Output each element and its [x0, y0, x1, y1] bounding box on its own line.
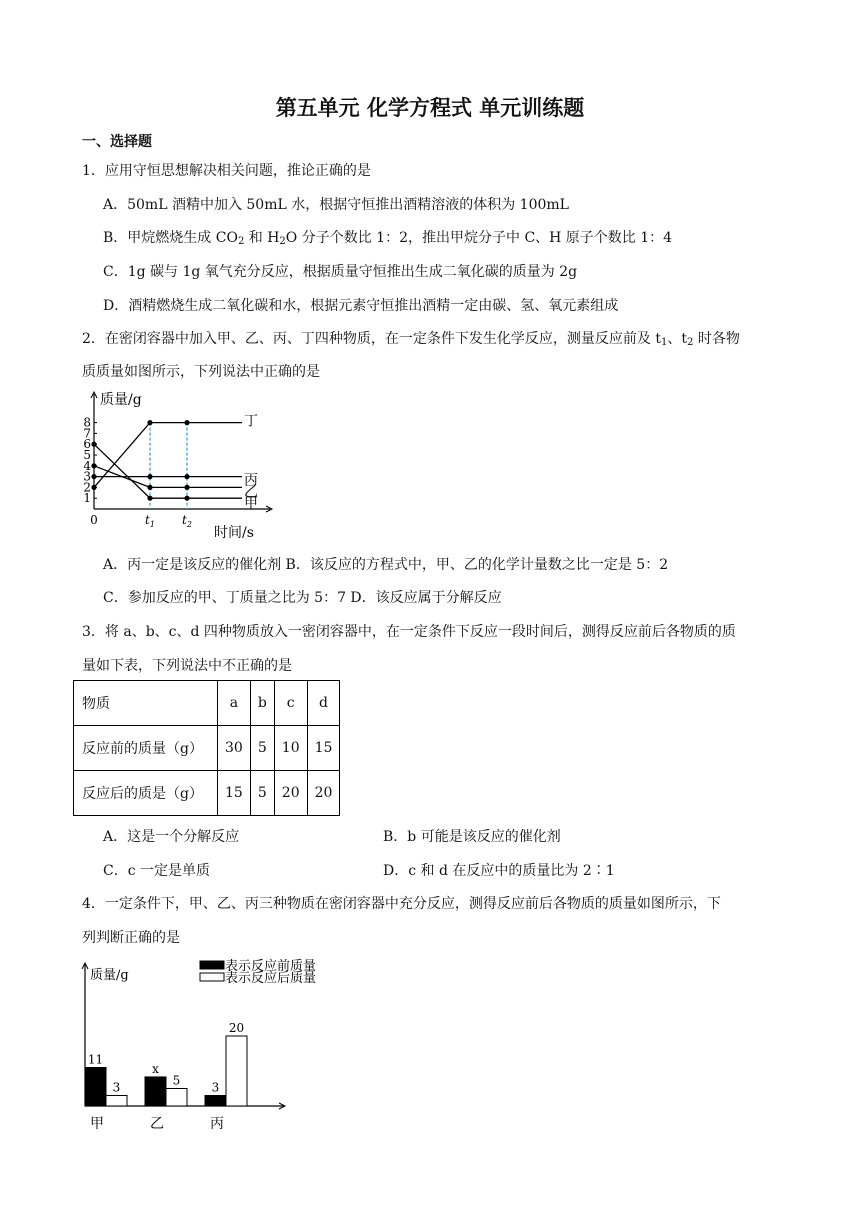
- category-label: 丙: [210, 1116, 224, 1132]
- bar: [106, 1096, 127, 1107]
- data-point: [147, 496, 152, 501]
- table-cell: 5: [250, 726, 274, 771]
- legend-swatch: [200, 961, 224, 969]
- x-tick-label: 0: [90, 513, 98, 527]
- table-cell: d: [307, 681, 340, 726]
- x-tick-label: $t_2$: [182, 513, 192, 529]
- y-tick-label: 2: [83, 480, 91, 495]
- data-point: [91, 463, 96, 468]
- bar: [205, 1096, 226, 1107]
- page-title: 第五单元 化学方程式 单元训练题: [275, 96, 585, 120]
- legend-label: 表示反应后质量: [225, 971, 317, 986]
- q2-stem-line1: 2．在密闭容器中加入甲、乙、丙、丁四种物质，在一定条件下发生化学反应，测量反应前及 $t_1$、$t_2$ 时各物: [82, 331, 740, 348]
- table-row: [74, 726, 340, 771]
- q2-stem-line2: 质质量如图所示，下列说法中正确的是: [82, 364, 320, 380]
- table-cell: 5: [250, 771, 274, 816]
- mass-bar-chart: [78, 952, 338, 1138]
- y-tick-label: 6: [83, 437, 91, 452]
- bar-value-label: 5: [172, 1073, 181, 1088]
- y-tick-label: 8: [83, 415, 91, 430]
- legend-label: 表示反应前质量: [225, 959, 317, 974]
- q1-option-c: C．1g 碳与 1g 氧气充分反应，根据质量守恒推出生成二氧化碳的质量为 2g: [103, 264, 578, 280]
- category-label: 乙: [150, 1116, 164, 1132]
- data-point: [184, 420, 189, 425]
- category-label: 甲: [90, 1116, 104, 1132]
- series-label: 乙: [244, 484, 258, 501]
- bar-value-label: x: [152, 1061, 159, 1076]
- y-tick-label: 7: [83, 426, 91, 441]
- table-cell: c: [274, 681, 307, 726]
- table-cell: 反应后的质是（g）: [74, 771, 218, 816]
- q4-stem-line1: 4．一定条件下，甲、乙、丙三种物质在密闭容器中充分反应，测得反应前后各物质的质量如图所示，下: [82, 896, 721, 912]
- q1-option-d: D．酒精燃烧生成二氧化碳和水，根据元素守恒推出酒精一定由碳、氢、氧元素组成: [103, 298, 619, 314]
- y-tick-label: 4: [83, 458, 91, 473]
- q2-options-ab: A．丙一定是该反应的催化剂 B．该反应的方程式中，甲、乙的化学计量数之比一定是 5：2: [103, 557, 669, 573]
- data-point: [147, 420, 152, 425]
- q3-option-b: B．b 可能是该反应的催化剂: [383, 829, 561, 845]
- q3-option-d: D．c 和 d 在反应中的质量比为 2∶1: [383, 863, 615, 879]
- mass-time-line-chart: [80, 388, 280, 542]
- series-line: [94, 423, 242, 488]
- bar-value-label: 20: [228, 1021, 245, 1035]
- data-point: [184, 474, 189, 479]
- bar-value-label: 3: [112, 1080, 121, 1095]
- y-tick-label: 3: [83, 469, 91, 484]
- table-cell: b: [250, 681, 274, 726]
- data-point: [184, 496, 189, 501]
- series-label: 丙: [244, 472, 258, 489]
- q3-stem-line2: 量如下表，下列说法中不正确的是: [82, 658, 292, 674]
- data-point: [147, 485, 152, 490]
- series-label: 甲: [244, 496, 258, 513]
- data-point: [91, 442, 96, 447]
- bar: [166, 1089, 187, 1107]
- data-point: [91, 485, 96, 490]
- bar-value-label: 11: [87, 1052, 104, 1067]
- x-axis-label: 时间/s: [214, 525, 254, 541]
- q3-option-a: A．这是一个分解反应: [103, 829, 240, 845]
- section-heading: 一、选择题: [82, 134, 152, 150]
- y-axis-label: 质量/g: [100, 392, 142, 408]
- data-point: [147, 474, 152, 479]
- table-cell: 20: [307, 771, 340, 816]
- series-label: 丁: [244, 413, 258, 430]
- table-cell: 10: [274, 726, 307, 771]
- mass-table: [73, 680, 340, 816]
- bar: [145, 1077, 166, 1106]
- table-header-row: [74, 681, 340, 726]
- table-cell: 30: [218, 726, 251, 771]
- bar: [85, 1068, 106, 1107]
- bar-value-label: 3: [211, 1080, 220, 1095]
- data-point: [91, 474, 96, 479]
- q1-stem: 1．应用守恒思想解决相关问题，推论正确的是: [82, 163, 371, 179]
- legend-swatch: [200, 973, 224, 981]
- table-cell: 反应前的质量（g）: [74, 726, 218, 771]
- table-cell: 20: [274, 771, 307, 816]
- y-axis-label: 质量/g: [90, 968, 129, 983]
- table-cell: a: [218, 681, 251, 726]
- table-cell: 15: [307, 726, 340, 771]
- q1-option-b: B．甲烷燃烧生成 $CO_2$ 和 $H_2O$ 分子个数比 1：2，推出甲烷分子中 C、H 原子个数比 1：4: [103, 230, 673, 247]
- table-cell: 物质: [74, 681, 218, 726]
- y-tick-label: 5: [83, 448, 91, 462]
- q4-stem-line2: 列判断正确的是: [82, 930, 180, 946]
- q2-options-cd: C．参加反应的甲、丁质量之比为 5：7 D．该反应属于分解反应: [103, 590, 502, 606]
- q3-option-c: C．c 一定是单质: [103, 863, 211, 879]
- q1-option-a: A．50mL 酒精中加入 50mL 水，根据守恒推出酒精溶液的体积为 100mL: [103, 197, 569, 213]
- y-tick-label: 1: [83, 491, 91, 506]
- table-row: [74, 771, 340, 816]
- q3-stem-line1: 3．将 a、b、c、d 四种物质放入一密闭容器中，在一定条件下反应一段时间后，测得反应前后各物质的质: [82, 624, 736, 640]
- bar: [226, 1036, 247, 1106]
- table-cell: 15: [218, 771, 251, 816]
- x-tick-label: $t_1$: [145, 513, 155, 529]
- series-line: [94, 444, 242, 498]
- data-point: [184, 485, 189, 490]
